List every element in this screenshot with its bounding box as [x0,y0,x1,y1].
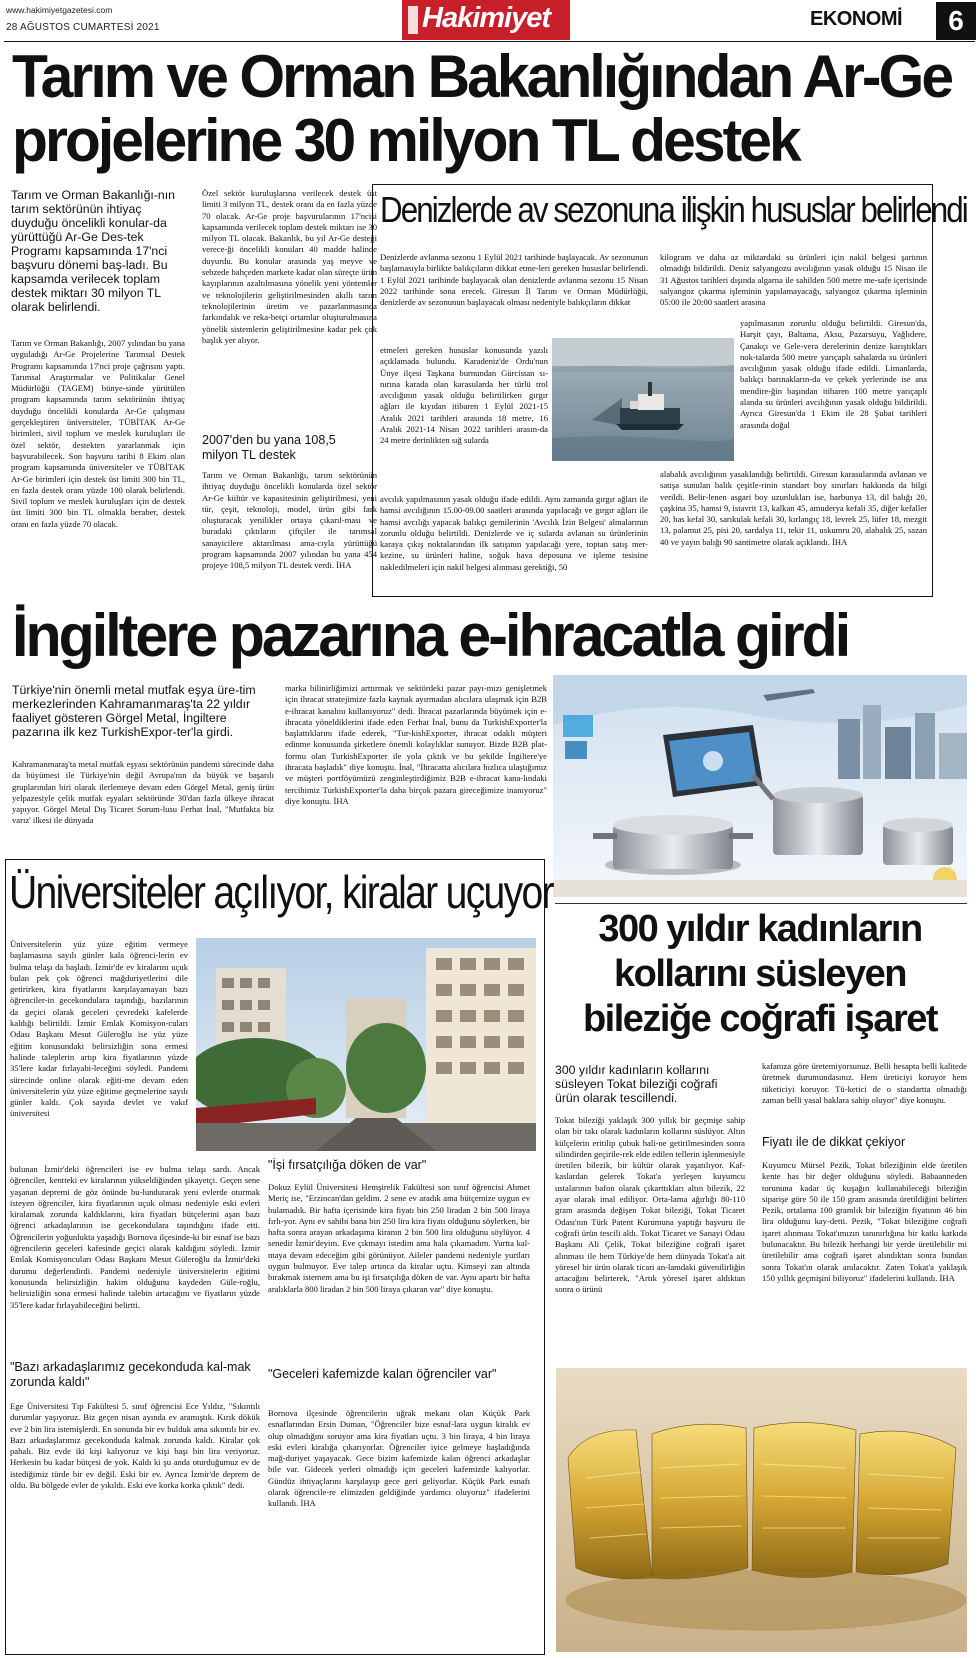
kitchenware-export-photo [553,675,967,897]
article5-col1-body: Tokat bileziği yaklaşık 300 yıllık bir geçmişe sahip olan bir takı olarak kadınların kollarını süslüyor. Altın külçelerin eritilip çubuk hali-ne getirilmesinden sonra silindirden geçirile-rek elde edilen tellerin işlenmesiyle üretilen bilezik, bir kültür olarak yaşatılıyor. Kaf-kaslardan gelerek Tokat'a yerleşen kuyumcu ustalarının bafon olarak çıkarttıkları altın bilezik, 22 ayar olarak imal ediliyor. Orta-lama ağırlığı 80-110 gram arasında değişen Tokat bileziği, Tokat Ticaret Odası'nın Türk Patent Kurumuna yaptığı başvuru ile coğrafi ürün tescili aldı. Tokat Ticaret ve Sanayi Odası Başkanı Ali Çelik, Tokat bileziğine coğrafi işaret alınması ile hem Türkiye'de hem dünyada Tokat'a ait yöresel bir ürün olarak ticari an-lamdaki güvenilirliğin artacağını belirterek, "Artık yöresel işaret aldıktan sonra o ürünü [555,1115,745,1295]
page-number-box [936,2,976,40]
article1-col2-body: Özel sektör kuruluşlarına verilecek destek üst limiti 3 milyon TL, destek oranı da en fazla yüzde 70 olacak. Ar-Ge proje başvurularının 17'ncisi kapsamında verilecek toplam destek miktarı ise 30 milyon TL olacak. Bakanlık, bu yıl Ar-Ge desteği verece-ği öncelikli konuları 40 madde halinde duyurdu. Bu konular arasında yaş meyve ve sebzede bahçeden markete kadar olan süreçte ürün kayıplarının azaltılmasına yönelik yeni yöntemler ve teknolojilerin geliştirilmesinden akıllı tarım teknolojilerinin üretim ve pazarlanmasında farkındalık ve reka-betçi ortamlar oluşturulmasına yönelik sistemlerin geliştirilmesine kadar pek çok başlık yer alıyor. [202,188,377,345]
article3-lead: Türkiye'nin önemli metal mutfak eşya üre-tim merkezlerinden Kahramanmaraş'ta 22 yıldır faaliyet gösteren Görgel Metal, İngiltere pazarına ilk kez TurkishExpor-ter'la girdi. [12,683,256,739]
article4-headline: Üniversiteler açılıyor, kiralar uçuyor [9,866,553,918]
masthead-divider [4,41,975,42]
gold-bracelets-photo [556,1368,967,1652]
issue-date: 28 AĞUSTOS CUMARTESİ 2021 [6,22,160,33]
article3-headline: İngiltere pazarına e-ihracatla girdi [12,602,849,669]
article5-headline-line1: 300 yıldır kadınların [598,908,922,950]
article4-subhead1: "Bazı arkadaşlarımız gecekonduda kal-mak zorunda kaldı" [10,1360,251,1389]
article1-col1-body: Tarım ve Orman Bakanlığı, 2007 yılından bu yana uyguladığı Ar-Ge Projelerine Tarımsal Destek Programı kapsamında 17'nci proje çağrısını yaptı. Tarımsal Araştırmalar ve Politikalar Genel Müdürlüğü (TAGEM) bünye-sinde yürütülen program kapsamında tarım sektörünün ihtiyaç duyduğu öncelikli konularda Ar-Ge çalışması gerçekleştiren üniversiteler, TÜBİTAK Ar-Ge birimleri, sivil toplum ve meslek kuruluşları ile özel sektör, destekten yararlanmak için başvurabilecek. Son başvuru tarihi 8 Ekim olan program kapsamında üniversiteler ve TÜBİTAK Ar-Ge birimleri için destek üst limiti 300 bin TL, en fazla destek oranı yüzde 100 olarak belirlendi. Sivil toplum ve meslek kuruluşları için de destek üst limiti 300 bin TL olmakla beraber, destek oranı en fazla yüzde 70 olacak. [11,338,185,529]
article5-subhead: Fiyatı ile de dikkat çekiyor [762,1135,906,1149]
article2-col1-bottom: avcılık yapılmasının yasak olduğu ifade edildi. Aynı zamanda gırgır ağları ile hamsi avcılığının 15.00-09.00 saatleri arasında yapılacağı ve gırgır ağları ile hamsi avcılığı yapacak balıkçı gemilerinin 'Avcılık İzin Belgesi' almalarının zorunlu olduğu belirtildi. Denizlerde ve iç sularda avlanan su ürünlerinin karaya çıkış noktalarından ilk satışının yapılacağı yere, toptan satış mer-kezine, su ürünleri haline, soğuk hava deposuna ve işleme tesisine nakledilmeleri için nakil belgesi alınması gerektiği, 50 [380,494,648,572]
logo-text: Hakimiyet [422,2,551,34]
article4-subhead2: "İşi fırsatçılığa döken de var" [268,1158,427,1172]
article2-col2-top: kilogram ve daha az miktardaki su ürünleri için nakil belgesi şartının olmadığı bildirildi. Deniz salyangozu avcılığının yasak olduğu 15 Nisan ile 31 Ağustos tarihleri dışında algarna ile sahilden 500 metre me-safe içerisinde salyangoz çıkarma işleminin yapılamayacağı, salyangoz çıkarma işleminin 05:00 ile 20:00 saatleri arasına [660,252,927,308]
article5-headline-line2: kollarını süsleyen [614,953,906,995]
article4-col2-sub2: Dokuz Eylül Üniversitesi Hemşirelik Fakültesi son sınıf öğrencisi Ahmet Meriç ise, "Erzincan'dan geldim. 2 sene ev aradık ama bütçemize uygun ev bulamadık. Bir hafta içerisinde kira fiyatı bin 250 liradan 2 bin 500 liraya fırlı-yor. Aynı ev sahibi bana bin 250 lira kira fiyatı olduğunu söylerken, bir hafta sonra arayan arkadaşıma kiranın 2 bin 500 lira olduğunu söylüyor. 4 senedir İzmir'deyim. Eve çıkmayı istedim ama hala çıkamadım. Yurtta kal-maya devam edeceğim gibi görünüyor. Aileler pandemi nedeniyle yurtları uygun bulmuyor. Eve talep artınca da kiralar uçtu. Kimseyi zan altında bırakmak istemem ama bu işi fırsatçılığa döken de var. Aynı apartı bir hafta aralıklarla 800 liradan 2 bin 500 liraya çıkaran var" diye konuştu. [268,1182,530,1294]
article3-col2-body: marka bilinirliğimizi arttırmak ve sektördeki pazar payı-mızı genişletmek için ihracat stratejimize fazla kaynak ayırmadan alıcılara ulaşmak için B2B e-ihracat kanalını kullanıyoruz" dedi. İhracat pazarlarında büyümek için e-ihracata yöneldiklerini ifade eden Ferhat İnal, bunu da TurkishExporter'la başlattıklarını ifade ederek, "Tur-kishExporter, ihracat odaklı müşteri edinme konusunda şirketlere önemli kolaylıklar sunuyor. Bizde B2B plat-formu olan TurkishExporter ile yola çıktık ve bu şekilde İngiltere'ye ihracata başladık" diye konuştu. İnal, "İhracatta alıcılara hızlıca ulaştığımız ve müşteri portföyümüzü zenginleştirdiğimiz B2B e-ihracat kana-lındaki tercihimiz TurkishExporter'la daha birçok pazara gireceğimize inanıyoruz" diye konuştu. İHA [285,683,547,806]
article4-col1-full: bulunan İzmir'deki öğrencileri ise ev bulma telaşı sardı. Ancak öğrenciler, kentteki ev kiralarının yükseldiğinden şikayetçi. Geçen sene yaşanan depremi de göz önünde bu-lundurarak yeni evlerde oturmak isteyen öğrenciler, kira fiyatlarının uçuk olması nedeniyle eski evleri kiralamak zorunda kaldıklarını, kira fiyatları bütçelerini aşan bazı öğrenci arkadaşlarının ise gecekondulara taşındığını ifade etti. Öğrencilerin yoğunlukta yaşadığı Bornova ilçesinde-ki bir esnaf ise bazı öğrencilerin geceleri kafesinde geçici olarak kaldığını söyledi. İzmir Emlak Komisyoncuları Odası Başkanı Mesut Güleroğlu da İzmir'deki durumu değerlendirdi. Pandemi nedeniyle üniversitelerin eğitimi konusunda belirsizliğin hakim olduğunu kaydeden Güle-roğlu, belirsizliğin sona ermesi halinde talebin artacağını ve fiyatların yüzde 35'lere kadar fırlayabileceğini belirtti. [10,1164,260,1310]
article5-col2-body: Kuyumcu Mürsel Pezik, Tokat bileziğinin elde üretilen kente has bir değer olduğunu söyledi. Babaanneden torununa kadar üç kuşağın kullanabileceği bileziğin siparişe göre 50 ile 150 gram arasında üretildiğini belirten Pezik, ortalama 100 gramlık bir bileziğin fiyatının 46 bin lira olduğunu kay-detti. Pezik, "Tokat bileziğine coğrafi işaret alınması Tokat'ımızın tanınırlığına bir katkı katkıda bulunacaktır. Bu bilezik herhangi bir yerde üretilebilir mi üretilebilir ama coğrafi işaret alındıktan sonra bundan sonra Tokat'ın olarak anılacaktır. Zaten Tokat'a yaklaşık 150 yıllık geçmişini biliyoruz" ifadelerini kullandı. İHA [762,1160,967,1283]
apartment-street-photo [196,938,536,1151]
logo [402,0,570,40]
article4-col2-sub3: Bornova ilçesinde öğrencilerin uğrak mekanı olan Küçük Park esnaflarından Ersin Duman, "Öğrenciler bize esnaf-lara uygun kiralık ev olup olmadığını soruyor ama kira fiyatları uçtu. 3 bin liraya, 4 bin liraya eski evleri kiralığa çıkarıyorlar. Öğrenciler iyice gelmeye başladığında mağ-duriyet yaşayacak. Gece bizim kafemizde kalan öğrenci arkadaşlar bile var. Gidecek yerleri olmadığı için geceleri kafemizde kalıyorlar. Gündüz ihtiyaçlarını karşılayıp gece geri geliyorlar. Küçük Park esnafı olarak öğrencile-re elimizden geldiğinde yardımcı oluyoruz" ifadelerini kullandı. İHA [268,1408,530,1509]
article1-col2-body2: Tarım ve Orman Bakanlığı, tarım sektörünün ihtiyaç duyduğu öncelikli konularda özel sektör Ar-Ge kültür ve kapasitesinin geliştirilmesi, yeni tür, çeşit, teknoloji, model, ürün gibi fark oluşturacak yenilikler ortaya çıkarıl-ması ve buradaki çıktıların çiftçiler ile tarımsal sanayicilere aktarılması ama-cıyla yürüttüğü program kapsamında 2007 yılından bu yana 454 projeye 108,5 milyon TL destek verdi. İHA [202,470,377,571]
article1-lead: Tarım ve Orman Bakanlığı-nın tarım sektörünün ihtiyaç duyduğu öncelikli konular-da yürüttüğü Ar-Ge Des-tek Programı kapsamında 17'nci başvuru dönemi baş-ladı. Bu kapsamda verilecek toplam destek miktarı 30 milyon TL olarak belirlendi. [11,188,176,314]
article3-col1-body: Kahramanmaraş'ta metal mutfak eşyası sektörünün pandemi sürecinde daha da büyümesi ile Türkiye'nin değil Avrupa'nın da büyük ve başarılı gruplarından biri olarak ilerlemeye devam eden Görgel Metal, geniş ürün yelpazesiyle çelik mutfak eşyaları sektöründe 30'dan fazla ülkeye ihracat yapıyor. Görgel Metal Dış Ticaret Sorum-lusu Ferhat İnal, "Mutfakta biz varız' ilkesi ile dünyada [12,759,274,826]
article5-lead: 300 yıldır kadınların kollarını süsleyen Tokat bileziği coğrafi ürün olarak tescillendi. [555,1063,718,1105]
article1-headline-line2: projelerine 30 milyon TL destek [12,107,799,174]
article2-col1-top: Denizlerde avlanma sezonu 1 Eylül 2021 tarihinde başlayacak. Av sezonunun başlamasıyla birlikte balıkçıların dikkat etme-leri gereken hususlar belirlendi. 1 Eylül 2021 tarihinde başlayacak olan denizlerde avlanma sezonu 15 Nisan 2022 tarihinde sona erecek. Giresun İl Tarım ve Orman Müdürlüğü, denizlerde av sezonunun başlayacak olması nedeniyle balıkçıların dikkat [380,252,648,308]
article4-col1-sub1: Ege Üniversitesi Tıp Fakültesi 5. sınıf öğrencisi Ece Yıldız, "Sıkıntılı durumlar yaşıyoruz. Biz geçen nisan ayında ev aramıştık. Kırık dökük eve 2 bin lira istemişlerdi. En sonunda bir ev bulduk ama sıkıntılı bir ev. Bazı arkadaşlarımız gecekonduda kalmak zorunda kaldı. Kiralar çok pahalı. Biz evde iki kişi kalıyoruz ve kişi başı bin lira veriyoruz. Herkesin bu kadar bütçesi de yok. Kaldı ki şu anda oturduğumuz ev de istediğimiz türde bir ev değil. Eski bir ev. Ayrıca İzmir'de deprem de oldu. Bu bölgede evler de yıkıldı. Eski eve korka korka çıktık" dedi. [10,1401,260,1491]
article5-col2-top: kafanıza göre üretemiyorsunuz. Belli hesapta belli kalitede üretmek durumundasınız. Hem üreticiyi koruyor hem tüketiciyi koruyor. Tü-ketici de o standartta olmadığı zaman belli yasal haklara sahip oluyor" diye konuştu. [762,1061,967,1105]
site-url[interactable]: www.hakimiyetgazetesi.com [6,5,113,15]
section-label: EKONOMİ [810,8,903,30]
article5-divider [555,903,967,904]
article2-col2-wrap: yapılmasının zorunlu olduğu belirtildi. Giresun'da, Harşit çayı, Baltama, Aksu, Pazarsuyu, Yağlıdere, Çanakçı ve Gele-vera derelerinin denize karıştıkları nok-talarda 500 metre yarıçaplı sahalarda su ürünleri avcılığının yasak olduğu ifade edildi. Limanlarda, balıkçı barınakların-da ve çekek yerlerinde ise ana mendire-ğin başından itibaren 100 metre yarıçaplı alanda su ürünleri avcılığının yasak olduğu bildirildi. Ayrıca Giresun'da 1 Ekim ile 28 Şubat tarihleri arasında doğal [740,318,927,430]
logo-stripe [408,6,418,34]
article2-col2-bottom: alabalık avcılığının yasaklandığı belirtildi. Giresun karasularında avlanan ve satışa sunulan balık çeşitle-rinin standart boy sınırları hakkında da bilgi verildi. Belir-lenen asgari boy uzunlukları ise, barbunya 13, dil balığı 20, çaşkina 35, hamsi 9, istavrit 13, kalkan 45, amuderya kefali 35, diğer kefaller 20, has kefal 30, sarıkulak kefali 30, kırlangıç 18, levrek 25, lüfer 18, mezgit 13, palamut 25, pisi 20, sardalya 11, tekir 11, uskumru 20, alabalık 25, sazan 40 ve yayın balığı 90 santimetre olarak açıklandı. İHA [660,469,927,547]
article4-col1-top: Üniversitelerin yüz yüze eğitim vermeye başlamasına sayılı günler kala öğrenci-lerin ev bulma telaşı da başladı. İzmir'de ev kiralarını uçuk bulan pek çok öğrenci mağduriyetlerini dile getirirken, kira fiyatlarını karşılayamayan bazı öğrenciler-in gecekondulara taşındığı, bazılarının da geçici olarak geceleri çevredeki kafelerde kaldığı belirtildi. İzmir Emlak Komisyon-cuları Odası Başkanı Mesut Güleroğlu ise yüz yüze eğitim konusundaki belirsizliğin sona ermesi halinde taleplerin artıp kira fiyatlarının yüzde 35'lere kadar fırlayabi-leceğini söyledi. Pandemi sürecinde online olarak eğiti-me devam eden üniversitelerin yüz yüze eğitime geçmelerine sayılı günler kaldı. Çok sayıda devlet ve vakıf üniversitesi [10,939,188,1119]
article2-headline: Denizlerde av sezonuna ilişkin hususlar belirlendi [380,189,967,230]
article4-subhead3: "Geceleri kafemizde kalan öğrenciler var" [268,1367,497,1381]
article1-subhead: 2007'den bu yana 108,5 milyon TL destek [202,433,336,462]
article2-col1-wrap: etmeleri gereken hususlar konusunda yazılı açıklamada bulundu. Karadeniz'de Ordu'nun Ünye ilçesi Taşkana burnundan Gürcistan sı-nırına karada olan karasularda her türlü trol avcılığının yasak olduğu belirtilirken gırgır ağları ile kıyıdan itibaren 1 Eylül 2021-15 Aralık 2021 tarihleri arasında 18 metre, 16 Aralık 2021-14 Nisan 2022 tarihleri arasın-da 24 metre derinlikten sığ sularda [380,345,548,446]
article5-headline-line3: bileziğe coğrafi işaret [582,998,938,1040]
article5-headline [550,907,970,1042]
fishing-boat-photo [552,338,734,461]
article1-headline-line1: Tarım ve Orman Bakanlığından Ar-Ge [12,43,952,110]
page-number: 6 [948,5,964,36]
